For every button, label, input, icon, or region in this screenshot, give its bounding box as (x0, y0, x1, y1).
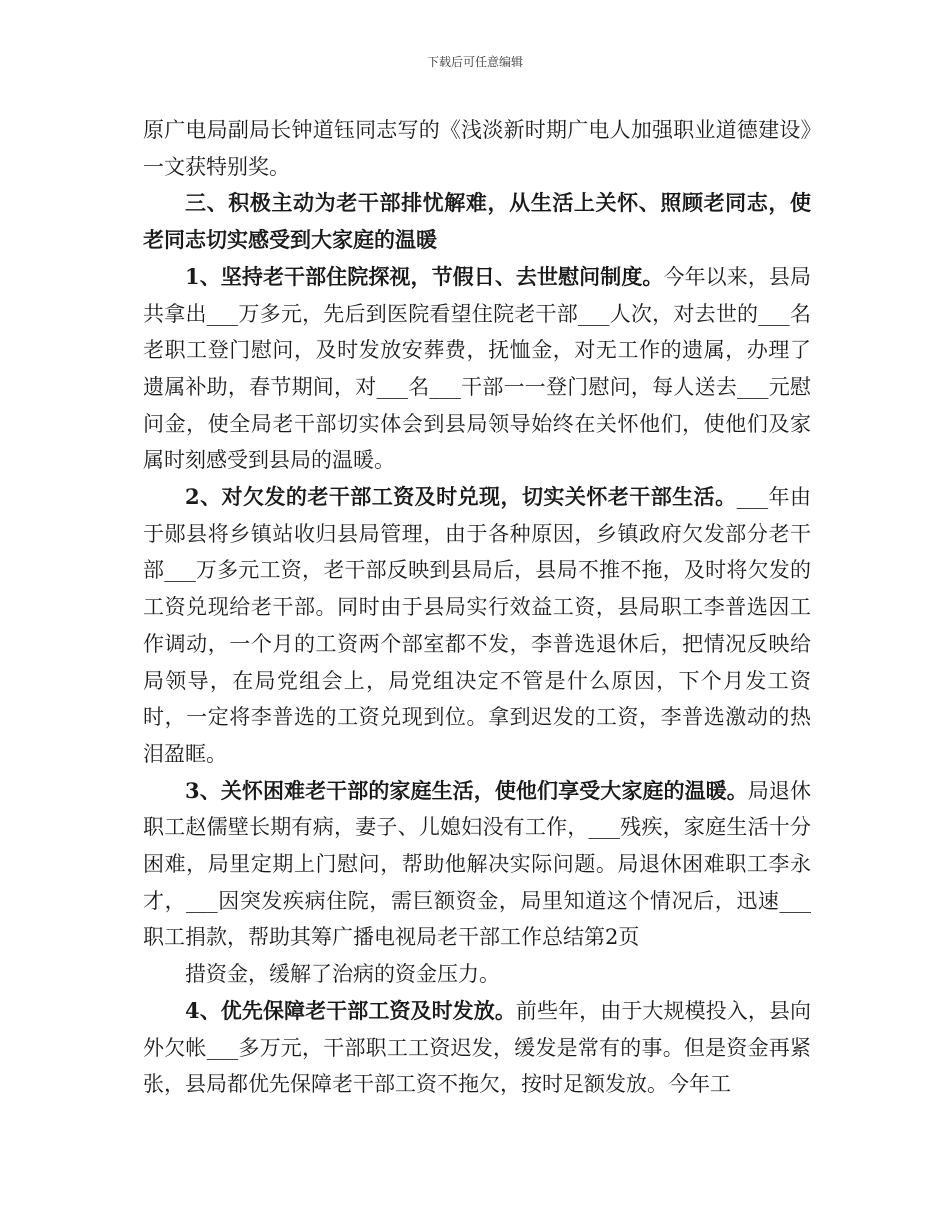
section-heading-3 (143, 185, 811, 258)
paragraph-continuation (143, 956, 811, 993)
paragraph-item-4 (143, 993, 811, 1103)
paragraph-item-1 (143, 259, 811, 479)
paragraph-text: 前些年，由于大规模投入，县向外欠帐___多万元，干部职工工资迟发，缓发是常有的事。但是资金再紧张，县局都优先保障老干部工资不拖欠，按时足额发放。今年工 (143, 998, 811, 1097)
paragraph-text: ___年由于郧县将乡镇站收归县局管理，由于各种原因，乡镇政府欠发部分老干部___万多元工资，老干部反映到县局后，县局不推不拖，及时将欠发的工资兑现给老干部。同时由于县局实行效益工资，县局职工李普选因工作调动，一个月的工资两个部室都不发，李普选退休后，把情况反映给局领导，在局党组会上，局党组决定不管是什么原因，下个月发工资时，一定将李普选的工资兑现到位。拿到迟发的工资，李普选激动的热泪盈眶。 (143, 485, 811, 766)
item-lead: 4、优先保障老干部工资及时发放。 (185, 997, 516, 1023)
paragraph-text: 原广电局副局长钟道钰同志写的《浅淡新时期广电人加强职业道德建设》一文获特别奖。 (143, 118, 811, 179)
item-lead: 1、坚持老干部住院探视，节假日、去世慰问制度。 (185, 263, 664, 289)
paragraph-item-2 (143, 479, 811, 773)
paragraph-item-3 (143, 773, 811, 957)
paragraph-text: 措资金，缓解了治病的资金压力。 (185, 962, 500, 987)
paragraph-text: 今年以来，县局共拿出___万多元，先后到医院看望住院老干部___人次，对去世的___名老职工登门慰问，及时发放安葬费，抚恤金，对无工作的遗属，办理了遗属补助，春节期间，对___名___干部一一登门慰问，每人送去___元慰问金，使全局老干部切实体会到县局领导始终在关怀他们，使他们及家属时刻感受到县局的温暖。 (143, 264, 811, 473)
item-lead: 2、对欠发的老干部工资及时兑现，切实关怀老干部生活。 (185, 484, 737, 510)
section-heading-text: 三、积极主动为老干部排忧解难，从生活上关怀、照顾老同志，使老同志切实感受到大家庭的温暖 (143, 190, 811, 253)
page-header: 下载后可任意编辑 (426, 55, 523, 69)
paragraph-text: 局退休职工赵儒壁长期有病，妻子、儿媳妇没有工作，___残疾，家庭生活十分困难，局里定期上门慰问，帮助他解决实际问题。局退休困难职工李永才，___因突发疾病住院，需巨额资金，局里知道这个情况后，迅速___职工捐款，帮助其筹广播电视局老干部工作总结第2页 (143, 778, 811, 950)
paragraph-1 (143, 112, 811, 185)
item-lead: 3、关怀困难老干部的家庭生活，使他们享受大家庭的温暖。 (185, 777, 748, 803)
document-body (143, 112, 811, 1103)
